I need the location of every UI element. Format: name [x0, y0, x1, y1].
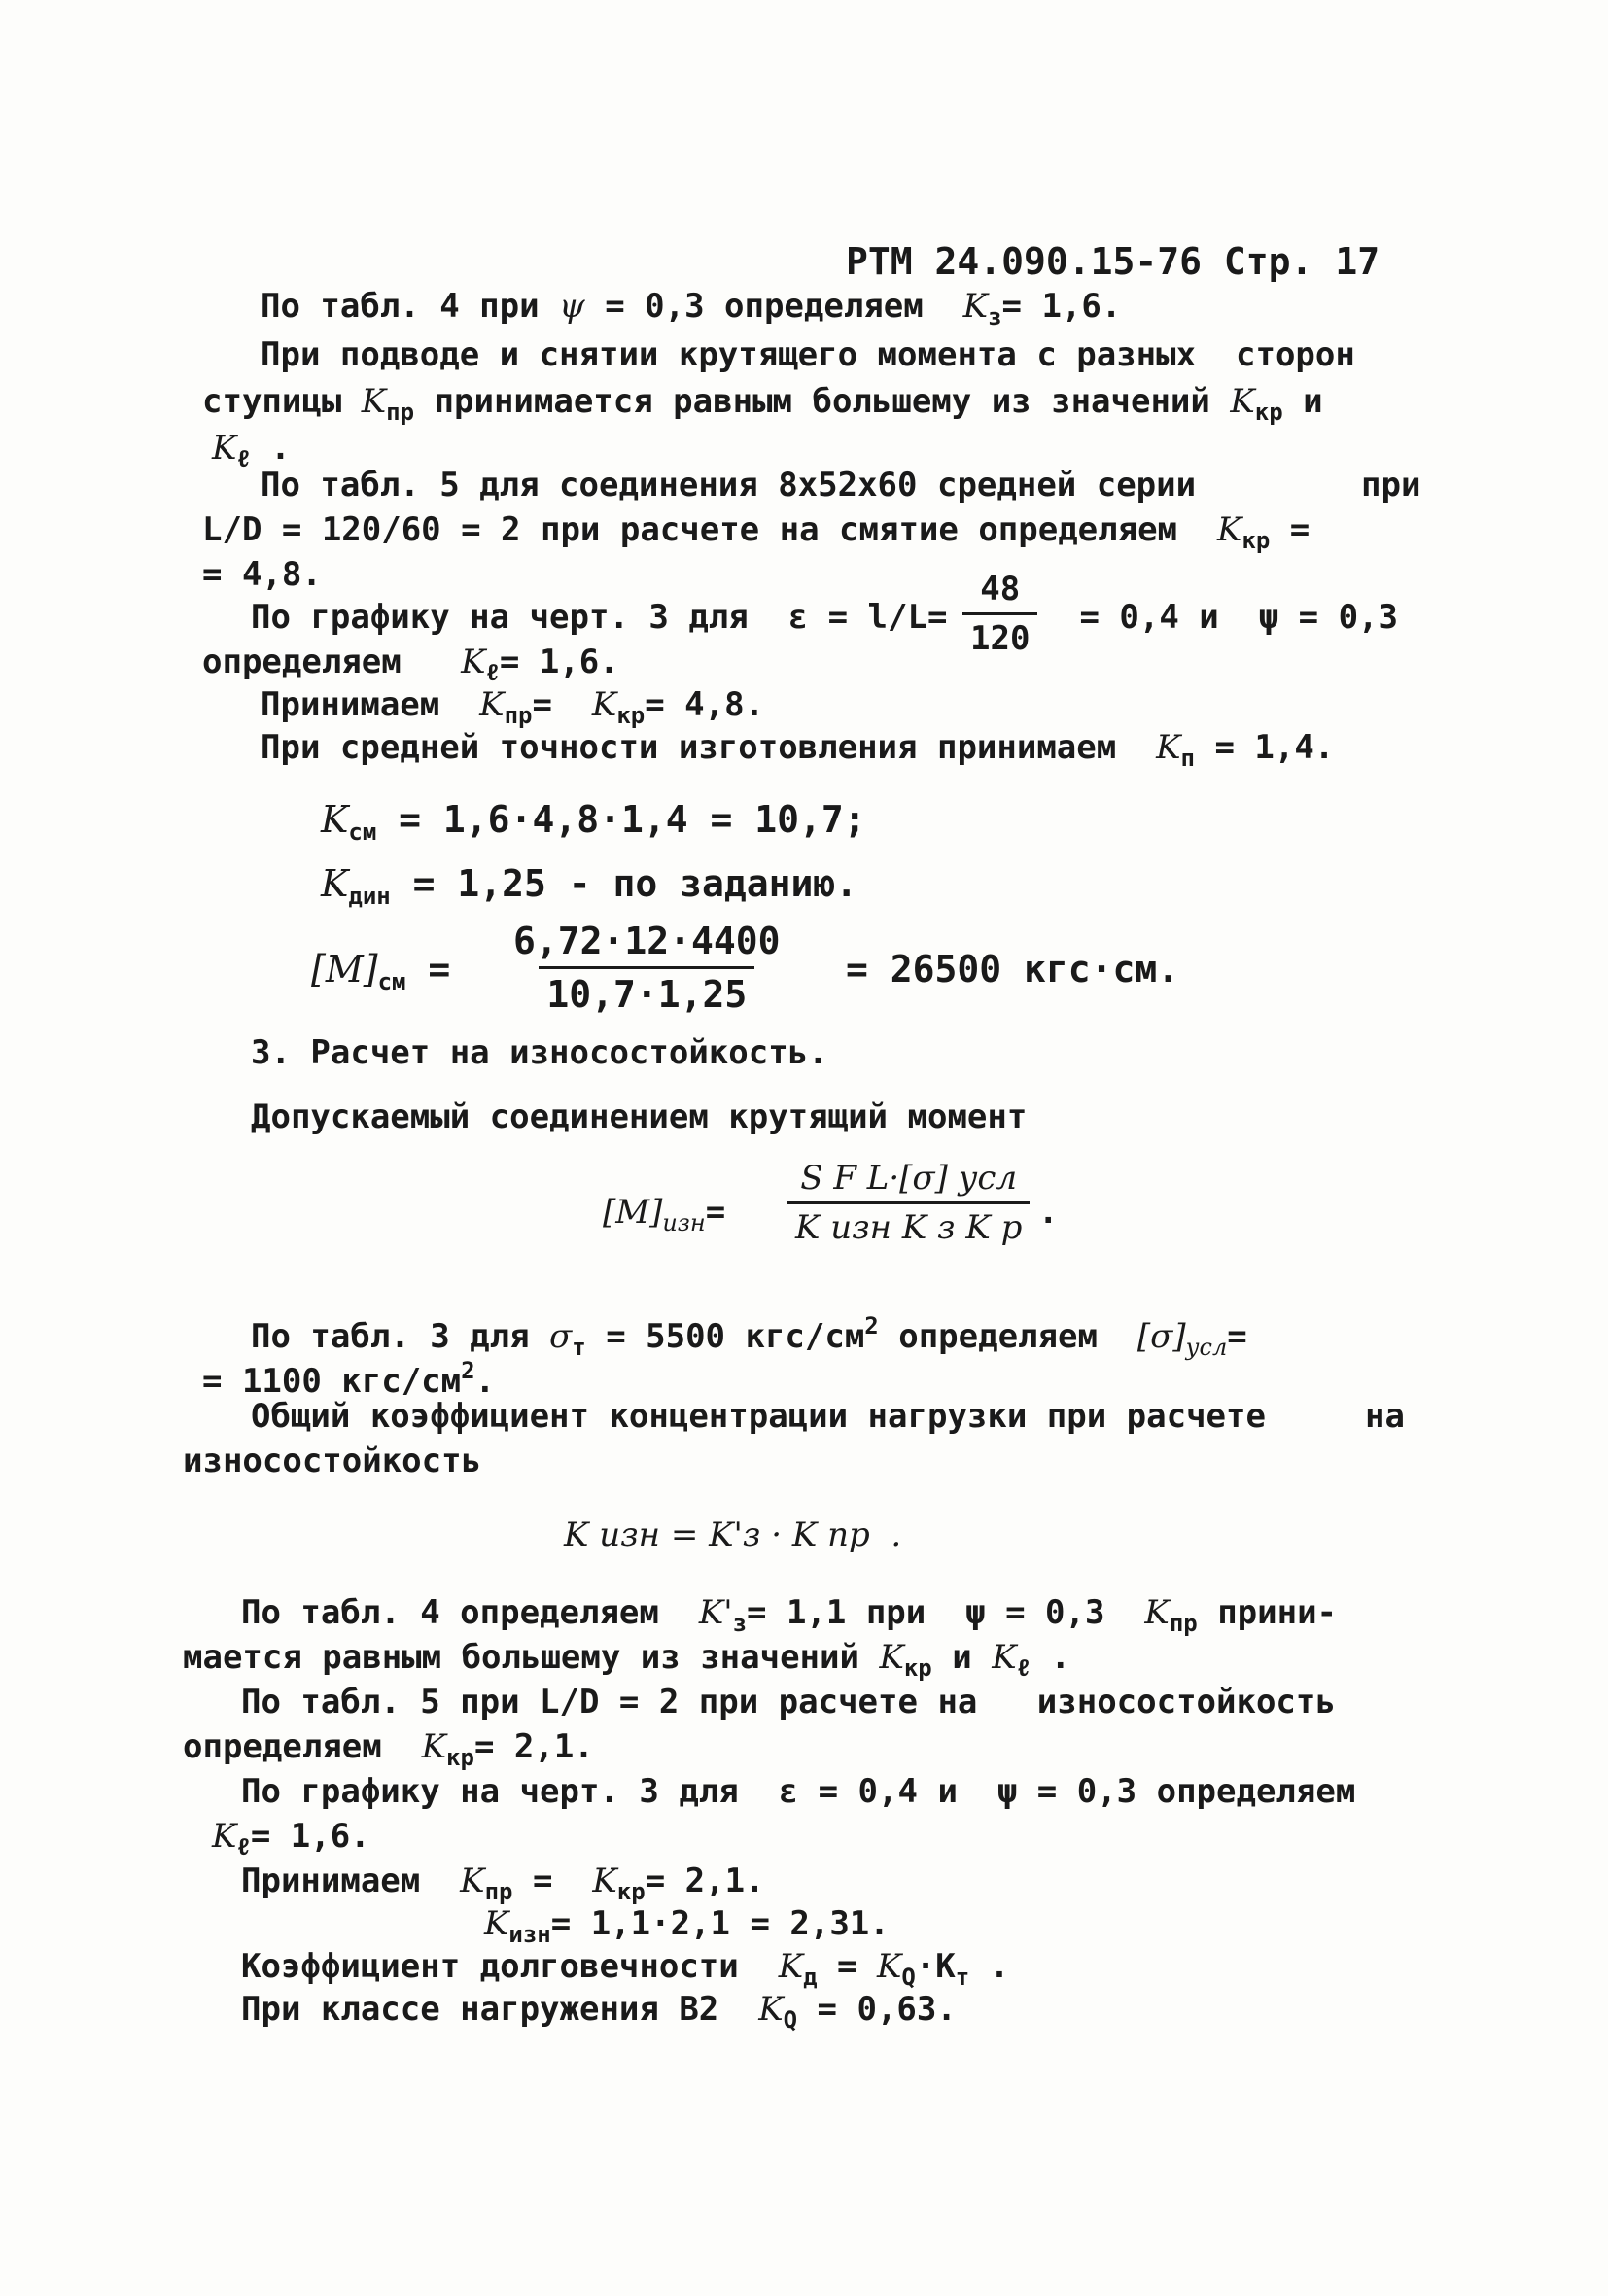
- formula-m-sm-result: = 26500 кгс·см.: [846, 948, 1180, 991]
- formula-k-din: $K_{дин} = 1,25$ - по заданию.: [321, 862, 858, 910]
- text-line: По графику на черт. 3 для ε = l/L=: [251, 598, 967, 637]
- text-line: По табл. 5 при L/D = 2 при расчете на износостойкость: [241, 1683, 1336, 1722]
- text-line: Допускаемый соединением крутящий момент: [251, 1097, 1028, 1136]
- text-line: .: [1038, 1193, 1059, 1232]
- text-line: При средней точности изготовления принимаем $K_п = 1,4$.: [261, 728, 1335, 772]
- page-header: РТМ 24.090.15-76 Стр. 17: [846, 240, 1381, 283]
- text-line: Принимаем $K_{пр}= K_{кр}= 4,8$.: [261, 685, 765, 729]
- text-line: = 4,8.: [202, 555, 322, 594]
- fraction-48-120: $\frac{48}{120}$: [962, 570, 1037, 658]
- formula-k-izn: K изн = K'з · K пр .: [564, 1515, 902, 1554]
- text-line: $K_\ell$ .: [212, 429, 291, 472]
- text-line: Общий коэффициент концентрации нагрузки при расчете: [251, 1397, 1266, 1436]
- text-line: = 1100 кгс/$см^2$.: [202, 1357, 496, 1401]
- text-line: По табл. 3 для $\sigma_т = 5500$ кгс/$см^2$ определяем $[\sigma]_{усл}=$: [251, 1312, 1247, 1361]
- text-line: По табл. 5 для соединения 8х52х60 средней серии: [261, 466, 1197, 504]
- text-line: на: [1365, 1397, 1405, 1436]
- text-line: при: [1361, 466, 1421, 504]
- text-line: При классе нагружения В2 $K_Q = 0,63$.: [241, 1990, 957, 2034]
- text-line: По табл. 4 определяем $K'_з= 1,1$ при ψ = 0,3 $K_{пр}$ прини-: [241, 1593, 1338, 1637]
- text-line: $K_{изн}= 1,1\cdot 2,1 = 2,31$.: [484, 1904, 890, 1948]
- fraction-m-izn: S F L·[σ] усл K изн K з K р: [787, 1159, 1030, 1247]
- text-line: ступицы $K_{пр}$ принимается равным большему из значений $K_{кр}$ и: [202, 382, 1323, 426]
- text-line: определяем $K_{кр}= 2,1$.: [183, 1727, 594, 1771]
- formula-k-sm: $K_{см} = 1,6\cdot 4,8\cdot 1,4 = 10,7$;: [321, 798, 866, 846]
- text-line: Принимаем $K_{пр} = K_{кр}= 2,1$.: [241, 1861, 765, 1905]
- section-heading: 3. Расчет на износостойкость.: [251, 1033, 828, 1072]
- text-line: определяем $K_\ell= 1,6$.: [202, 643, 619, 686]
- fraction-m-sm: $\frac{6,72\cdot 12\cdot 4400}{10,7\cdot 1,25}$: [513, 920, 781, 1016]
- text-line: По табл. 4 при ψ = 0,3 определяем $K_з= 1,6$.: [261, 287, 1122, 330]
- text-line: мается равным большему из значений $K_{кр}$ и $K_\ell$ .: [183, 1638, 1070, 1682]
- formula-m-sm: $[M]_{см}$ =: [311, 948, 451, 995]
- formula-m-izn: $[M]_{изн}=$: [603, 1193, 726, 1236]
- text-line: $K_\ell= 1,6$.: [212, 1817, 370, 1861]
- text-line: L/D = 120/60 = 2 при расчете на смятие определяем $K_{кр}$ =: [202, 510, 1311, 554]
- text-line: = 0,4 и ψ = 0,3: [1060, 598, 1398, 637]
- text-line: По графику на черт. 3 для ε = 0,4 и ψ = 0,3 определяем: [241, 1772, 1356, 1811]
- text-line: Коэффициент долговечности $K_д = K_Q\cdot K_т$ .: [241, 1947, 1010, 1991]
- text-line: При подводе и снятии крутящего момента с разных сторон: [261, 335, 1355, 374]
- text-line: износостойкость: [183, 1442, 482, 1480]
